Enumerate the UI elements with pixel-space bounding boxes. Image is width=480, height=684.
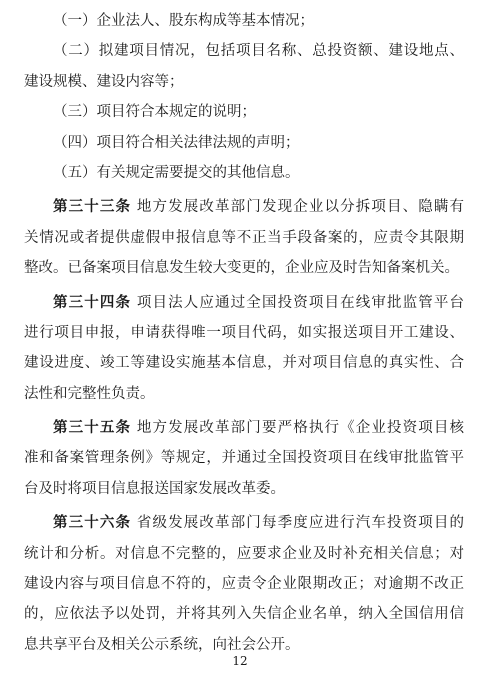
article-36-line: 第三十六条 省级发展改革部门每季度应进行汽车投资项目的 — [53, 514, 464, 532]
list-item: （四）项目符合相关法律法规的声明； — [53, 134, 300, 151]
article-34-line: 第三十四条 项目法人应通过全国投资项目在线审批监管平台 — [53, 293, 464, 311]
article-33-line: 关情况或者提供虚假申报信息等不正当手段备案的，应责令其限期 — [24, 229, 464, 246]
list-item: （五）有关规定需要提交的其他信息。 — [53, 164, 300, 181]
article-36-line: 的，应依法予以处罚，并将其列入失信企业名单，纳入全国信用信 — [24, 606, 464, 623]
page-number: 12 — [232, 654, 248, 668]
list-item: （二）拟建项目情况，包括项目名称、总投资额、建设地点、 — [53, 43, 464, 60]
article-35-line: 台及时将项目信息报送国家发展改革委。 — [24, 480, 285, 497]
article-34-line: 建设进度、竣工等建设实施基本信息，并对项目信息的真实性、合 — [24, 355, 464, 372]
article-33-title: 第三十三条 — [53, 198, 132, 216]
article-36-title: 第三十六条 — [53, 514, 132, 532]
list-item: （三）项目符合本规定的说明； — [53, 104, 256, 121]
article-36-line: 息共享平台及相关公示系统，向社会公开。 — [24, 636, 300, 653]
article-33-line: 整改。已备案项目信息发生较大变更的，企业应及时告知备案机关。 — [24, 260, 459, 277]
list-item-continuation: 建设规模、建设内容等； — [24, 73, 184, 90]
article-33-line: 第三十三条 地方发展改革部门发现企业以分拆项目、隐瞒有 — [53, 198, 464, 216]
article-34-line: 进行项目申报，申请获得唯一项目代码，如实报送项目开工建设、 — [24, 324, 464, 341]
article-35-line: 准和备案管理条例》等规定，并通过全国投资项目在线审批监管平 — [24, 450, 464, 467]
body-text — [24, 6, 464, 660]
article-34-title: 第三十四条 — [53, 293, 132, 311]
article-36-line: 统计和分析。对信息不完整的，应要求企业及时补充相关信息；对 — [24, 545, 464, 562]
article-35-title: 第三十五条 — [53, 419, 132, 437]
article-35-line: 第三十五条 地方发展改革部门要严格执行《企业投资项目核 — [53, 419, 464, 437]
article-34-line: 法性和完整性负责。 — [24, 385, 155, 402]
list-item: （一）企业法人、股东构成等基本情况； — [53, 13, 314, 29]
article-36-line: 建设内容与项目信息不符的，应责令企业限期改正；对逾期不改正 — [24, 576, 464, 593]
